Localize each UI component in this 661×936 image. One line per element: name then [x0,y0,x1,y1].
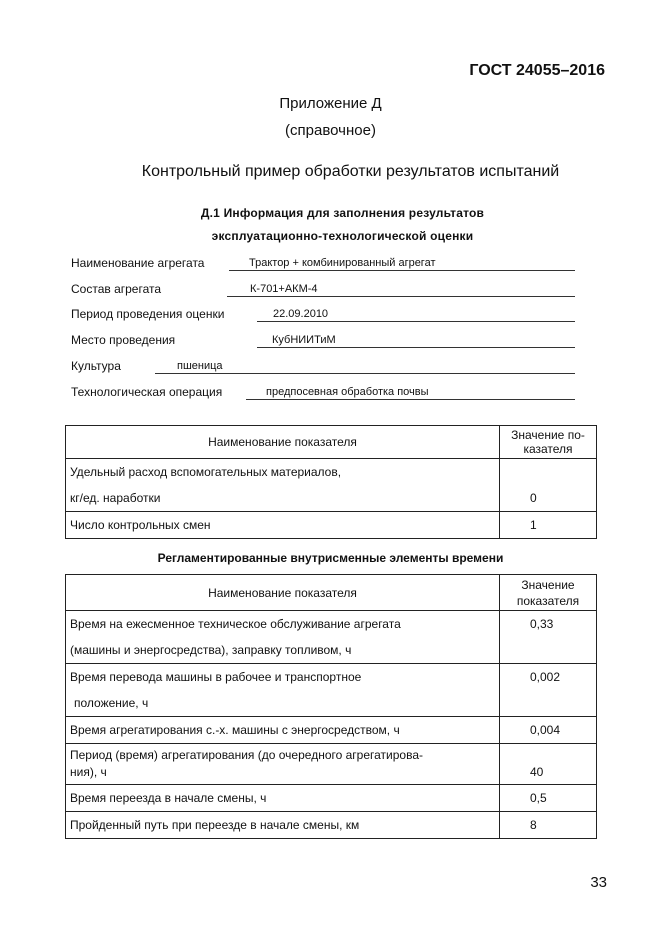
field-operation [71,385,575,401]
field-evaluation-period [71,307,575,323]
row-value: 0,004 [500,717,597,744]
appendix-title: Приложение Д [279,95,382,112]
column-header-name: Наименование показателя [66,426,500,459]
field-label: Наименование агрегата [71,256,205,270]
row-name: Число контрольных смен [66,512,500,539]
field-value: 22.09.2010 [257,307,575,322]
page-number: 33 [590,874,607,891]
field-value: Трактор + комбинированный агрегат [229,256,575,271]
table-row [66,512,597,539]
row-name: Время переезда в начале смены, ч [66,785,500,812]
row-value: 0 [500,459,597,512]
appendix-note: (справочное) [285,122,376,139]
row-name: Пройденный путь при переезде в начале смены, км [66,812,500,839]
table-row [66,744,597,785]
field-label: Культура [71,359,121,373]
standard-number: ГОСТ 24055–2016 [469,62,605,79]
row-name: Время агрегатирования с.-х. машины с энергосредством, ч [66,717,500,744]
row-name: Время на ежесменное техническое обслуживание агрегата (машины и энергосредства), заправку топливом, ч [66,611,500,664]
field-unit-composition [71,282,575,298]
section-heading-line2: эксплуатационно-технологической оценки [211,229,474,243]
field-label: Состав агрегата [71,282,162,296]
table-row [66,611,597,664]
field-label: Период проведения оценки [71,307,225,321]
page-title: Контрольный пример обработки результатов испытаний [141,163,560,180]
field-location [71,333,575,349]
table-row [66,812,597,839]
table-row [66,459,597,512]
table-row [66,785,597,812]
row-value: 0,002 [500,664,597,717]
table-row [66,717,597,744]
row-value: 0,33 [500,611,597,664]
subsection-title: Регламентированные внутрисменные элементы времени [157,551,504,565]
field-value: предпосевная обработка почвы [246,385,575,400]
indicators-table [65,425,597,539]
row-name: Удельный расход вспомогательных материалов, кг/ед. наработки [66,459,500,512]
table-row [66,664,597,717]
column-header-value: Значение по- казателя [500,426,597,459]
row-name: Время перевода машины в рабочее и транспортное положение, ч [66,664,500,717]
time-elements-table [65,574,597,839]
row-value: 0,5 [500,785,597,812]
field-value: КубНИИТиМ [257,333,575,348]
field-label: Технологическая операция [71,385,223,399]
column-header-name: Наименование показателя [66,575,500,611]
field-value: пшеница [155,359,575,374]
field-unit-name [71,256,575,272]
row-value: 40 [500,744,597,785]
row-value: 1 [500,512,597,539]
field-value: К-701+АКМ-4 [227,282,575,297]
section-heading-line1: Д.1 Информация для заполнения результатов [200,206,485,220]
row-value: 8 [500,812,597,839]
column-header-value: Значение показателя [500,575,597,611]
field-label: Место проведения [71,333,176,347]
row-name: Период (время) агрегатирования (до очередного агрегатирова- ния), ч [66,744,500,785]
field-crop [71,359,575,375]
